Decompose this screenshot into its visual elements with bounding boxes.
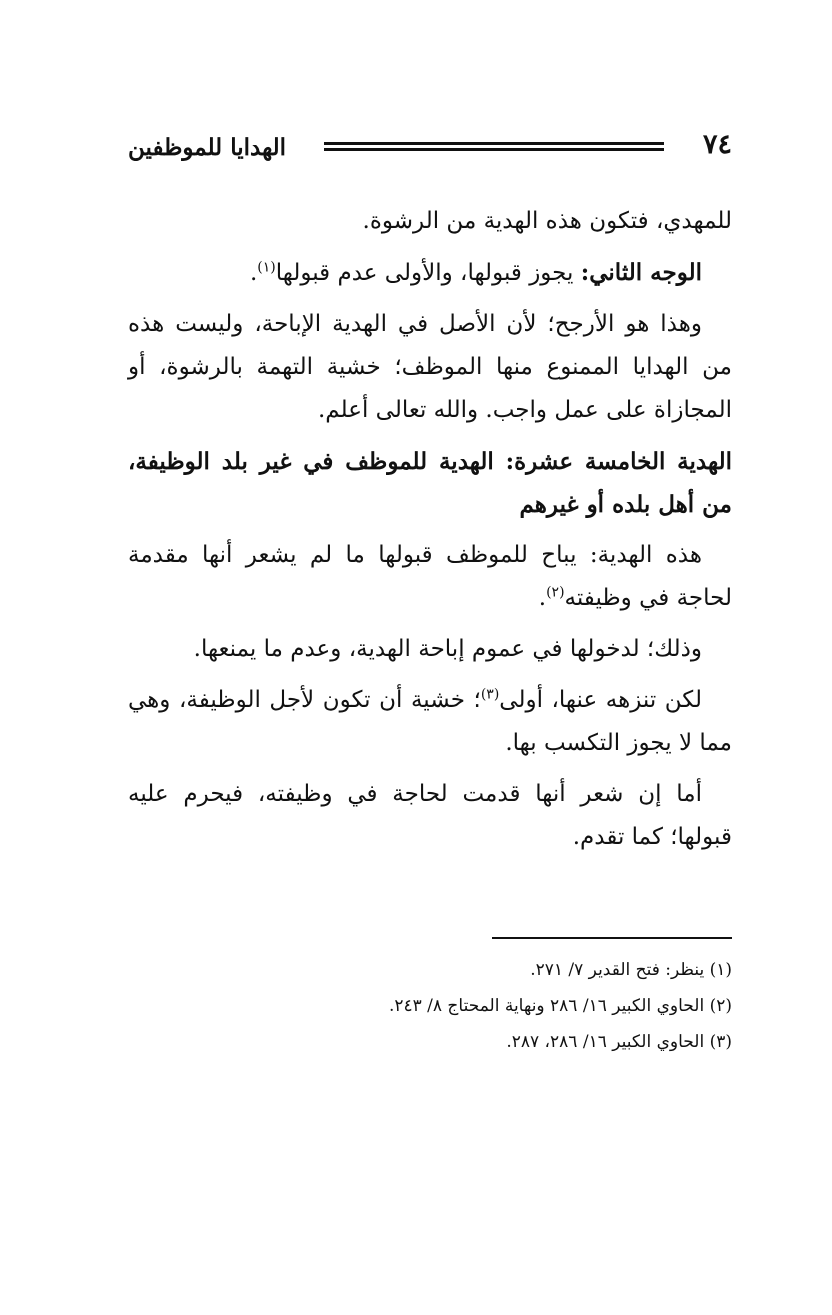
book-title: الهدايا للموظفين	[128, 134, 287, 161]
paragraph	[128, 534, 732, 620]
paragraph-text: ؛ خشية أن تكون لأجل الوظيفة، وهي مما لا يجوز التكسب بها.	[128, 687, 732, 756]
paragraph-text: هذه الهدية: يباح للموظف قبولها ما لم يشعر أنها مقدمة لحاجة في وظيفته	[128, 542, 732, 611]
header-rule-line	[324, 148, 664, 151]
footnote-reference: (١)	[257, 259, 276, 276]
paragraph: وذلك؛ لدخولها في عموم إباحة الهدية، وعدم ما يمنعها.	[193, 636, 702, 662]
paragraph: وهذا هو الأرجح؛ لأن الأصل في الهدية الإباحة، وليست هذه من الهدايا الممنوع منها الموظف؛ خشية التهمة بالرشوة، أو المجازاة على عمل واجب. والله تعالى أعلم.	[128, 311, 732, 423]
footnote: (٢) الحاوي الكبير ١٦/ ٢٨٦ ونهاية المحتاج ٨/ ٢٤٣.	[388, 996, 732, 1016]
paragraph-text: لكن تنزهه عنها، أولى	[499, 687, 702, 713]
main-text	[128, 200, 732, 867]
footnote: (١) ينظر: فتح القدير ٧/ ٢٧١.	[530, 960, 732, 980]
section-label: الوجه الثاني:	[580, 259, 702, 286]
footnotes	[128, 952, 732, 1060]
footnote-reference: (٢)	[546, 584, 565, 601]
paragraph	[128, 679, 732, 765]
paragraph: أما إن شعر أنها قدمت لحاجة في وظيفته، فيحرم عليه قبولها؛ كما تقدم.	[128, 781, 732, 850]
section-heading: الهدية الخامسة عشرة: الهدية للموظف في غير بلد الوظيفة، من أهل بلده أو غيرهم	[128, 448, 732, 518]
paragraph-text: .	[249, 260, 258, 286]
footnote-reference: (٣)	[480, 686, 500, 703]
page-number: ٧٤	[702, 129, 732, 160]
footnote: (٣) الحاوي الكبير ١٦/ ٢٨٦، ٢٨٧.	[506, 1032, 732, 1052]
paragraph: للمهدي، فتكون هذه الهدية من الرشوة.	[362, 208, 732, 234]
paragraph	[128, 251, 732, 295]
paragraph-text: يجوز قبولها، والأولى عدم قبولها	[275, 260, 581, 286]
page-header	[128, 128, 732, 168]
footnote-separator	[492, 937, 732, 939]
header-rule-line	[324, 142, 664, 145]
paragraph-text: .	[538, 585, 547, 611]
header-double-rule	[324, 142, 664, 151]
